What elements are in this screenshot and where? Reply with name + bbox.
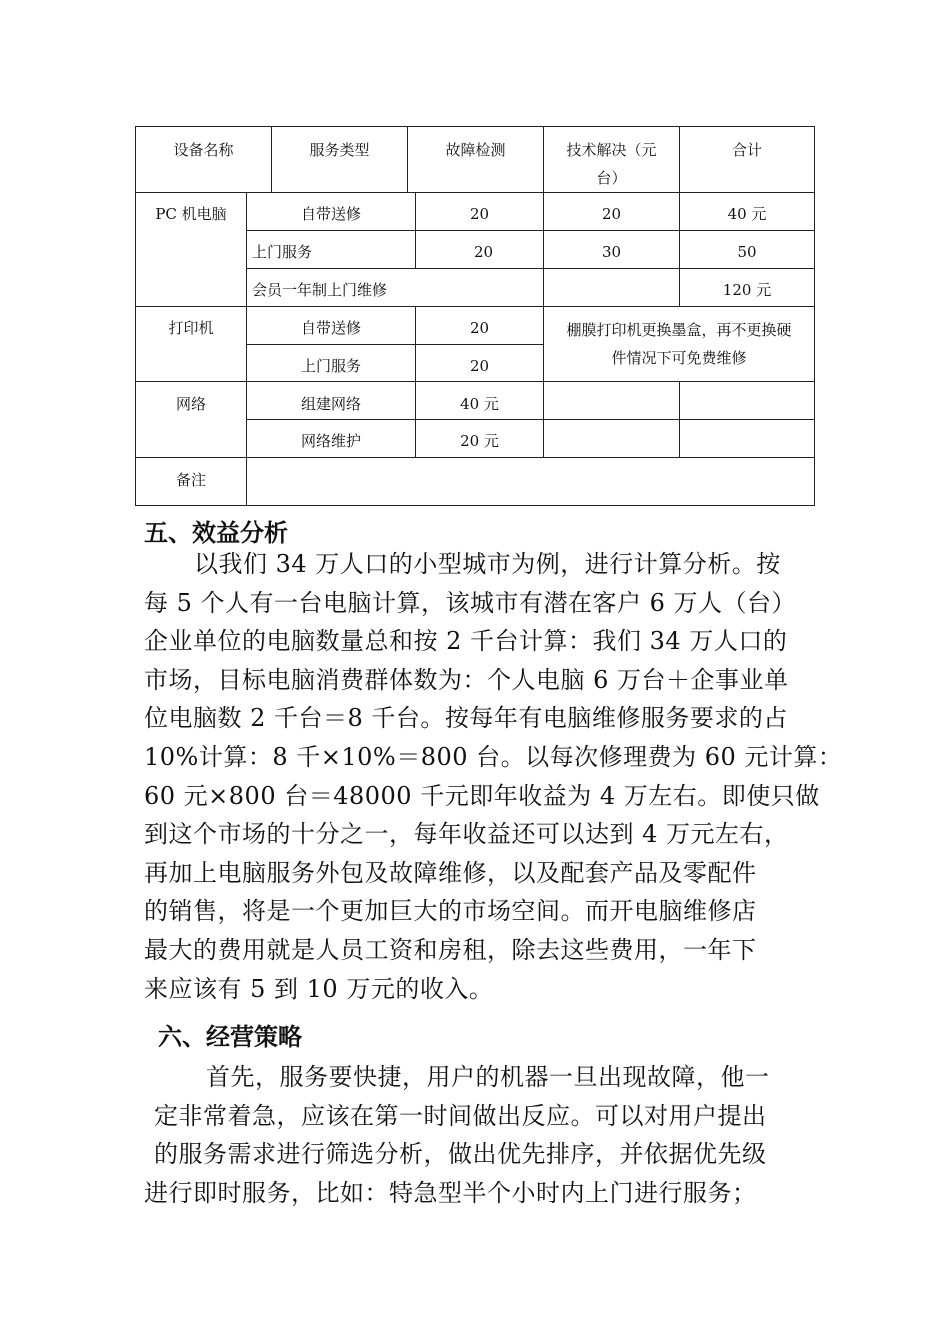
section-heading-benefit-analysis: 五、效益分析 <box>144 518 288 547</box>
table-row-tech: 20 <box>601 205 622 223</box>
paragraph-line: 60 元×800 台＝48000 千元即年收益为 4 万左右。即使只做 <box>144 781 820 810</box>
table-row-detect: 20 <box>469 357 490 375</box>
header-total: 合计 <box>731 141 762 159</box>
header-device-name: 设备名称 <box>173 141 234 159</box>
table-divider <box>246 268 815 269</box>
table-divider <box>135 457 815 458</box>
paragraph-line: 再加上电脑服务外包及故障维修，以及配套产品及零配件 <box>144 858 757 887</box>
table-row-detect: 20 <box>469 319 490 337</box>
paragraph-line: 以我们 34 万人口的小型城市为例，进行计算分析。按 <box>194 550 781 578</box>
printer-note-line1: 棚膜打印机更换墨盒，再不更换硬 <box>566 321 792 339</box>
paragraph-line: 企业单位的电脑数量总和按 2 千台计算：我们 34 万人口的 <box>144 627 788 656</box>
table-row-service: 自带送修 <box>300 205 361 223</box>
paragraph-line: 进行即时服务，比如：特急型半个小时内上门进行服务； <box>144 1178 757 1207</box>
table-border-bottom <box>135 505 815 506</box>
table-row-detect: 20 <box>473 243 494 261</box>
section-heading-business-strategy: 六、经营策略 <box>158 1022 302 1051</box>
table-divider <box>135 192 815 193</box>
header-fault-detection: 故障检测 <box>445 141 506 159</box>
paragraph-line: 的服务需求进行筛选分析，做出优先排序，并依据优先级 <box>154 1140 767 1169</box>
table-border-top <box>135 126 815 127</box>
table-row-detect: 20 <box>469 205 490 223</box>
paragraph-line: 每 5 个人有一台电脑计算，该城市有潜在客户 6 万人（台） <box>144 588 797 617</box>
table-divider <box>246 192 247 505</box>
printer-note-line2: 件情况下可免费维修 <box>611 349 747 367</box>
table-row-service: 上门服务 <box>252 243 313 261</box>
table-row-service: 上门服务 <box>300 357 361 375</box>
paragraph-line: 位电脑数 2 千台＝8 千台。按每年有电脑维修服务要求的占 <box>144 704 788 733</box>
table-row-total: 40 元 <box>727 205 767 223</box>
paragraph-line: 最大的费用就是人员工资和房租，除去这些费用，一年下 <box>144 935 757 964</box>
table-row-service: 网络维护 <box>300 432 361 450</box>
paragraph-line: 10%计算：8 千×10%＝800 台。以每次修理费为 60 元计算： <box>144 742 843 771</box>
table-border-right <box>814 126 815 506</box>
remark-label: 备注 <box>175 471 206 489</box>
paragraph-line: 到这个市场的十分之一，每年收益还可以达到 4 万元左右， <box>144 820 789 849</box>
paragraph-line: 市场，目标电脑消费群体数为：个人电脑 6 万台＋企事业单 <box>144 665 789 694</box>
table-row-detect: 20 元 <box>460 432 499 450</box>
paragraph-line: 的销售，将是一个更加巨大的市场空间。而开电脑维修店 <box>144 897 757 926</box>
service-price-table <box>0 0 950 520</box>
table-row-tech: 30 <box>601 243 622 261</box>
business-strategy-paragraph <box>144 1058 770 1212</box>
table-divider <box>246 419 815 420</box>
header-tech-solution-line1: 技术解决（元 <box>566 141 657 159</box>
device-network: 网络 <box>175 395 206 413</box>
table-row-detect: 40 元 <box>460 395 499 413</box>
table-divider <box>679 381 680 457</box>
paragraph-line: 首先，服务要快捷，用户的机器一旦出现故障，他一 <box>206 1063 770 1091</box>
paragraph-line: 来应该有 5 到 10 万元的收入。 <box>144 974 494 1003</box>
benefit-analysis-paragraph <box>144 545 842 1008</box>
table-row-total: 120 元 <box>722 281 772 299</box>
table-divider <box>246 344 543 345</box>
table-divider <box>135 381 815 382</box>
device-printer: 打印机 <box>168 319 214 337</box>
paragraph-line: 定非常着急，应该在第一时间做出反应。可以对用户提出 <box>154 1101 767 1130</box>
table-row-service: 会员一年制上门维修 <box>252 281 388 299</box>
table-divider <box>135 306 815 307</box>
device-pc: PC 机电脑 <box>155 205 227 223</box>
header-tech-solution-line2: 台） <box>596 169 627 187</box>
header-service-type: 服务类型 <box>309 141 370 159</box>
table-row-total: 50 <box>737 243 757 261</box>
table-row-service: 自带送修 <box>300 319 361 337</box>
table-divider <box>246 230 815 231</box>
table-row-service: 组建网络 <box>300 395 361 413</box>
